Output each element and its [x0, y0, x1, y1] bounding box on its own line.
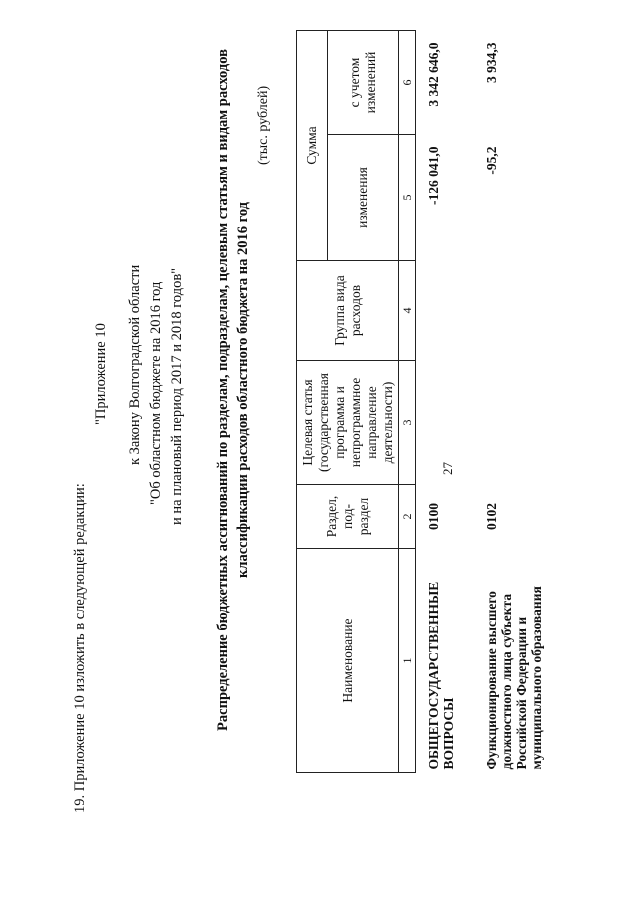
header-sum: Сумма: [297, 31, 328, 261]
document-title: [213, 5, 253, 775]
row-target: [416, 361, 475, 485]
table-row: [416, 31, 475, 773]
page-number: 27: [440, 462, 455, 475]
row-name: Функционирование высшего должностного лица субъекта Российской Федерации и муниципального образования: [484, 586, 544, 770]
column-number: 4: [399, 261, 416, 361]
table-row: [474, 31, 544, 773]
column-number: 3: [399, 361, 416, 485]
row-section: 0100: [426, 503, 441, 530]
header-name: Наименование: [297, 549, 399, 773]
law-line: к Закону Волгоградской области: [127, 264, 143, 465]
column-number: 6: [399, 31, 416, 135]
budget-table: [296, 30, 544, 773]
law-reference: [125, 5, 188, 525]
row-group: [474, 261, 544, 361]
law-line: и на плановый период 2017 и 2018 годов": [169, 267, 185, 525]
row-section: 0102: [484, 503, 499, 530]
row-with-changes: 3 934,3: [484, 42, 499, 83]
row-change: -126 041,0: [426, 146, 441, 205]
units-label: (тыс. рублей): [256, 85, 271, 165]
row-name: ОБЩЕГОСУДАРСТВЕННЫЕ ВОПРОСЫ: [426, 581, 456, 770]
row-with-changes: 3 342 646,0: [426, 42, 441, 107]
header-group: Группа вида расходов: [297, 261, 399, 361]
title-line: классификации расходов областного бюджета на 2016 год: [235, 202, 251, 578]
law-line: "Об областном бюджете на 2016 год: [148, 281, 164, 505]
header-with-changes: с учетом изменений: [328, 31, 399, 135]
header-change: изменения: [328, 135, 399, 261]
appendix-label: "Приложение 10: [93, 323, 109, 425]
header-target: Целевая статья (государственная программа и непрограммное направление деятельности): [297, 361, 399, 485]
row-change: -95,2: [484, 146, 499, 175]
column-number: 2: [399, 485, 416, 549]
instruction-text: 19. Приложение 10 изложить в следующей редакции:: [72, 483, 88, 813]
row-group: [416, 261, 475, 361]
header-section: Раздел, под-раздел: [297, 485, 399, 549]
row-target: [474, 361, 544, 485]
column-number: 5: [399, 135, 416, 261]
column-number: 1: [399, 549, 416, 773]
title-line: Распределение бюджетных ассигнований по разделам, подразделам, целевым статьям и видам расходов: [215, 49, 231, 731]
